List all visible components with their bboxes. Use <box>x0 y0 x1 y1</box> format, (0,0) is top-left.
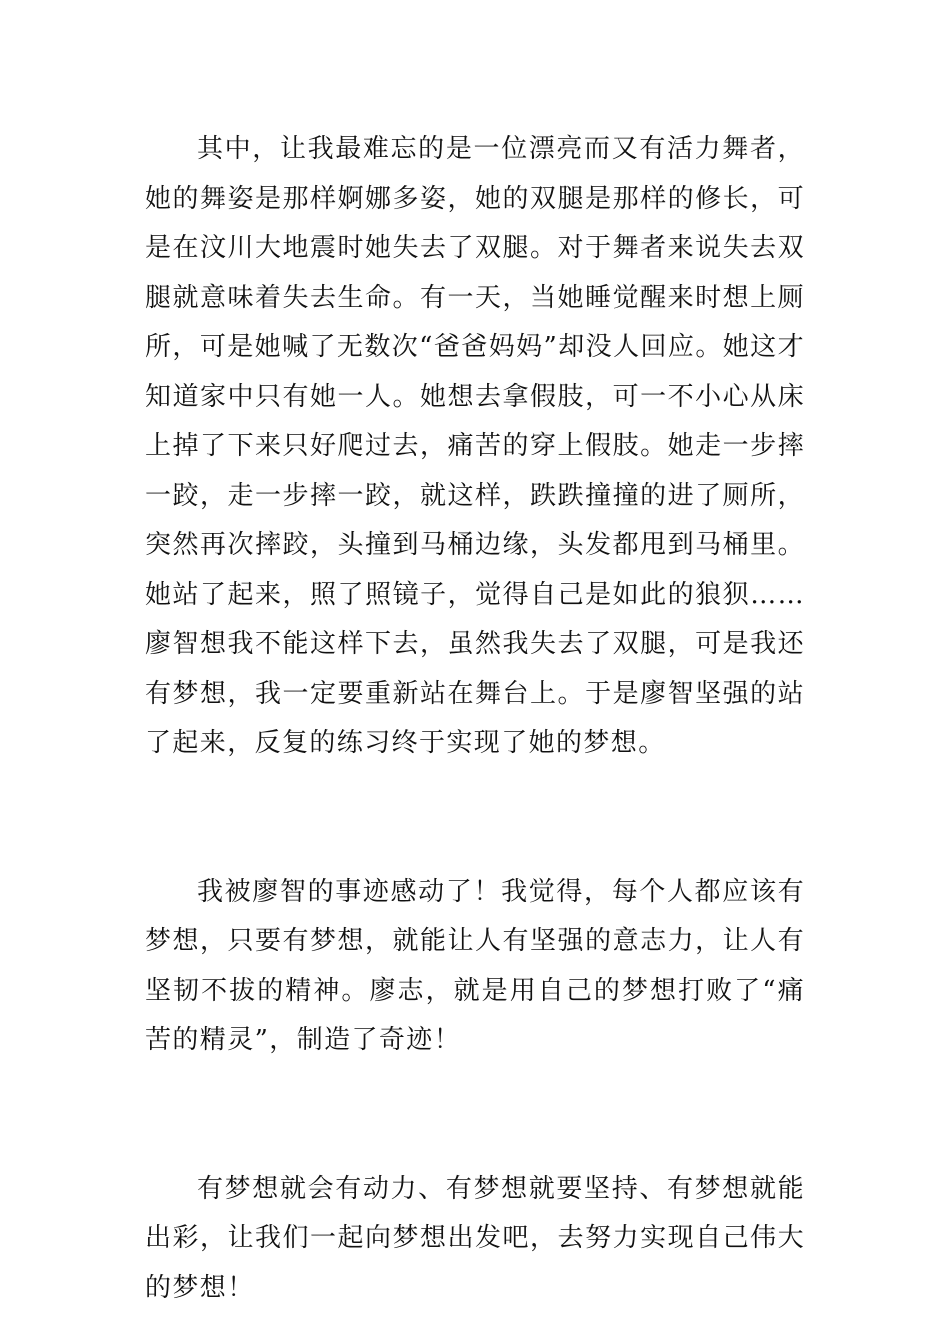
paragraph-2: 我被廖智的事迹感动了！我觉得，每个人都应该有梦想，只要有梦想，就能让人有坚强的意志力，让人有坚韧不拔的精神。廖志，就是用自己的梦想打败了“痛苦的精灵”，制造了奇迹！ <box>145 876 805 1055</box>
paragraph-spacer <box>145 1066 805 1165</box>
paragraph-3: 有梦想就会有动力、有梦想就要坚持、有梦想就能出彩，让我们一起向梦想出发吧，去努力实现自己伟大的梦想！ <box>145 1173 805 1303</box>
document-body <box>145 125 805 1313</box>
paragraph-1: 其中，让我最难忘的是一位漂亮而又有活力舞者，她的舞姿是那样婀娜多姿，她的双腿是那样的修长，可是在汶川大地震时她失去了双腿。对于舞者来说失去双腿就意味着失去生命。有一天，当她睡觉醒来时想上厕所，可是她喊了无数次“爸爸妈妈”却没人回应。她这才知道家中只有她一人。她想去拿假肢，可一不小心从床上掉了下来只好爬过去，痛苦的穿上假肢。她走一步摔一跤，走一步摔一跤，就这样，跌跌撞撞的进了厕所，突然再次摔跤，头撞到马桶边缘，头发都甩到马桶里。她站了起来，照了照镜子，觉得自己是如此的狼狈……廖智想我不能这样下去，虽然我失去了双腿，可是我还有梦想，我一定要重新站在舞台上。于是廖智坚强的站了起来，反复的练习终于实现了她的梦想。 <box>145 134 805 758</box>
paragraph-spacer <box>145 769 805 868</box>
